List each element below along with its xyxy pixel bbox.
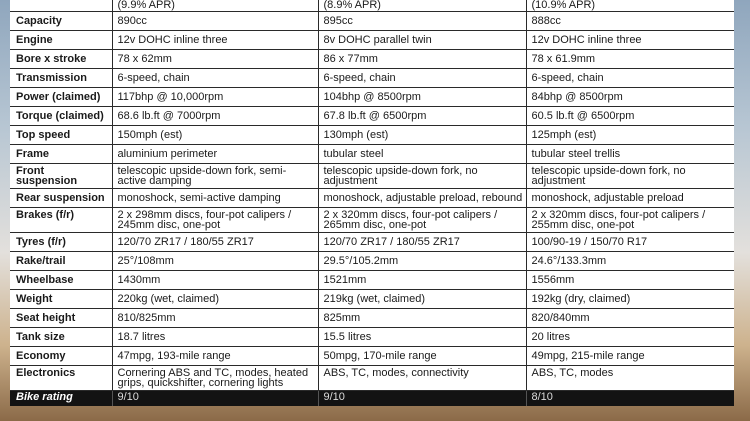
spec-value: 220kg (wet, claimed) xyxy=(112,290,318,309)
spec-row-frame xyxy=(10,145,734,164)
spec-value: 192kg (dry, claimed) xyxy=(526,290,734,309)
spec-comparison-table xyxy=(10,0,734,406)
spec-value: monoshock, semi-active damping xyxy=(112,189,318,208)
spec-value: 20 litres xyxy=(526,328,734,347)
spec-value: 890cc xyxy=(112,12,318,31)
spec-value: 12v DOHC inline three xyxy=(112,31,318,50)
spec-value: 2 x 298mm discs, four-pot calipers / 245mm disc, one-pot xyxy=(112,208,318,233)
spec-row-tank-size xyxy=(10,328,734,347)
spec-value: 50mpg, 170-mile range xyxy=(318,347,526,366)
spec-value: 825mm xyxy=(318,309,526,328)
spec-value: tubular steel xyxy=(318,145,526,164)
rating-value: 9/10 xyxy=(112,391,318,407)
spec-row-engine xyxy=(10,31,734,50)
row-label: Top speed xyxy=(10,126,112,145)
spec-value: 84bhp @ 8500rpm xyxy=(526,88,734,107)
spec-value: 29.5°/105.2mm xyxy=(318,252,526,271)
rating-label xyxy=(10,391,112,407)
row-label: Power (claimed) xyxy=(10,88,112,107)
spec-value: 888cc xyxy=(526,12,734,31)
spec-row-brakes xyxy=(10,208,734,233)
row-label: Rear suspension xyxy=(10,189,112,208)
row-label xyxy=(10,0,112,12)
spec-value: telescopic upside-down fork, semi-active damping xyxy=(112,164,318,189)
row-label: Tank size xyxy=(10,328,112,347)
spec-row-seat-height xyxy=(10,309,734,328)
spec-row-torque xyxy=(10,107,734,126)
row-label: Seat height xyxy=(10,309,112,328)
spec-value: 24.6°/133.3mm xyxy=(526,252,734,271)
spec-value: 78 x 61.9mm xyxy=(526,50,734,69)
spec-value: ABS, TC, modes xyxy=(526,366,734,391)
spec-value: 49mpg, 215-mile range xyxy=(526,347,734,366)
spec-value: 125mph (est) xyxy=(526,126,734,145)
apr-value: (10.9% APR) xyxy=(526,0,734,12)
spec-value: 6-speed, chain xyxy=(318,69,526,88)
row-label: Rake/trail xyxy=(10,252,112,271)
spec-row-bore-stroke xyxy=(10,50,734,69)
spec-value: 15.5 litres xyxy=(318,328,526,347)
row-label: Transmission xyxy=(10,69,112,88)
spec-value: monoshock, adjustable preload, rebound xyxy=(318,189,526,208)
spec-value: 1521mm xyxy=(318,271,526,290)
spec-value: tubular steel trellis xyxy=(526,145,734,164)
rating-label-prefix: Bike xyxy=(16,391,40,403)
spec-value: 60.5 lb.ft @ 6500rpm xyxy=(526,107,734,126)
row-label: Torque (claimed) xyxy=(10,107,112,126)
spec-value: 120/70 ZR17 / 180/55 ZR17 xyxy=(318,233,526,252)
row-label: Frame xyxy=(10,145,112,164)
row-label: Front suspension xyxy=(10,164,112,189)
spec-row-wheelbase xyxy=(10,271,734,290)
spec-value: 18.7 litres xyxy=(112,328,318,347)
spec-value: 6-speed, chain xyxy=(112,69,318,88)
spec-value: telescopic upside-down fork, no adjustment xyxy=(526,164,734,189)
spec-value: 8v DOHC parallel twin xyxy=(318,31,526,50)
spec-value: 100/90-19 / 150/70 R17 xyxy=(526,233,734,252)
spec-row-rake-trail xyxy=(10,252,734,271)
rating-label-suffix: rating xyxy=(39,391,73,403)
spec-value: 117bhp @ 10,000rpm xyxy=(112,88,318,107)
spec-value: 68.6 lb.ft @ 7000rpm xyxy=(112,107,318,126)
spec-value: 1430mm xyxy=(112,271,318,290)
row-label: Economy xyxy=(10,347,112,366)
row-label: Weight xyxy=(10,290,112,309)
row-label: Tyres (f/r) xyxy=(10,233,112,252)
spec-row-weight xyxy=(10,290,734,309)
row-label: Brakes (f/r) xyxy=(10,208,112,233)
apr-value: (8.9% APR) xyxy=(318,0,526,12)
spec-row-transmission xyxy=(10,69,734,88)
spec-value: 895cc xyxy=(318,12,526,31)
row-label: Engine xyxy=(10,31,112,50)
spec-row-economy xyxy=(10,347,734,366)
row-label: Wheelbase xyxy=(10,271,112,290)
spec-value: 820/840mm xyxy=(526,309,734,328)
spec-value: 120/70 ZR17 / 180/55 ZR17 xyxy=(112,233,318,252)
spec-value: 12v DOHC inline three xyxy=(526,31,734,50)
spec-row-rear-suspension xyxy=(10,189,734,208)
row-label: Bore x stroke xyxy=(10,50,112,69)
spec-value: 2 x 320mm discs, four-pot calipers / 265mm disc, one-pot xyxy=(318,208,526,233)
spec-row-capacity xyxy=(10,12,734,31)
apr-row xyxy=(10,0,734,12)
spec-value: 6-speed, chain xyxy=(526,69,734,88)
spec-value: 219kg (wet, claimed) xyxy=(318,290,526,309)
spec-value: ABS, TC, modes, connectivity xyxy=(318,366,526,391)
spec-value: aluminium perimeter xyxy=(112,145,318,164)
apr-value: (9.9% APR) xyxy=(112,0,318,12)
spec-value: 150mph (est) xyxy=(112,126,318,145)
spec-value: 67.8 lb.ft @ 6500rpm xyxy=(318,107,526,126)
spec-row-electronics xyxy=(10,366,734,391)
spec-value: 47mpg, 193-mile range xyxy=(112,347,318,366)
spec-value: 810/825mm xyxy=(112,309,318,328)
spec-value: Cornering ABS and TC, modes, heated grips, quickshifter, cornering lights xyxy=(112,366,318,391)
row-label: Capacity xyxy=(10,12,112,31)
spec-value: 1556mm xyxy=(526,271,734,290)
spec-value: telescopic upside-down fork, no adjustment xyxy=(318,164,526,189)
rating-value: 9/10 xyxy=(318,391,526,407)
spec-value: 25°/108mm xyxy=(112,252,318,271)
rating-value: 8/10 xyxy=(526,391,734,407)
spec-value: 104bhp @ 8500rpm xyxy=(318,88,526,107)
spec-value: 130mph (est) xyxy=(318,126,526,145)
spec-value: monoshock, adjustable preload xyxy=(526,189,734,208)
bike-rating-row xyxy=(10,391,734,407)
spec-value: 86 x 77mm xyxy=(318,50,526,69)
spec-row-tyres xyxy=(10,233,734,252)
spec-row-power xyxy=(10,88,734,107)
spec-value: 2 x 320mm discs, four-pot calipers / 255mm disc, one-pot xyxy=(526,208,734,233)
row-label: Electronics xyxy=(10,366,112,391)
spec-row-top-speed xyxy=(10,126,734,145)
spec-row-front-suspension xyxy=(10,164,734,189)
spec-value: 78 x 62mm xyxy=(112,50,318,69)
